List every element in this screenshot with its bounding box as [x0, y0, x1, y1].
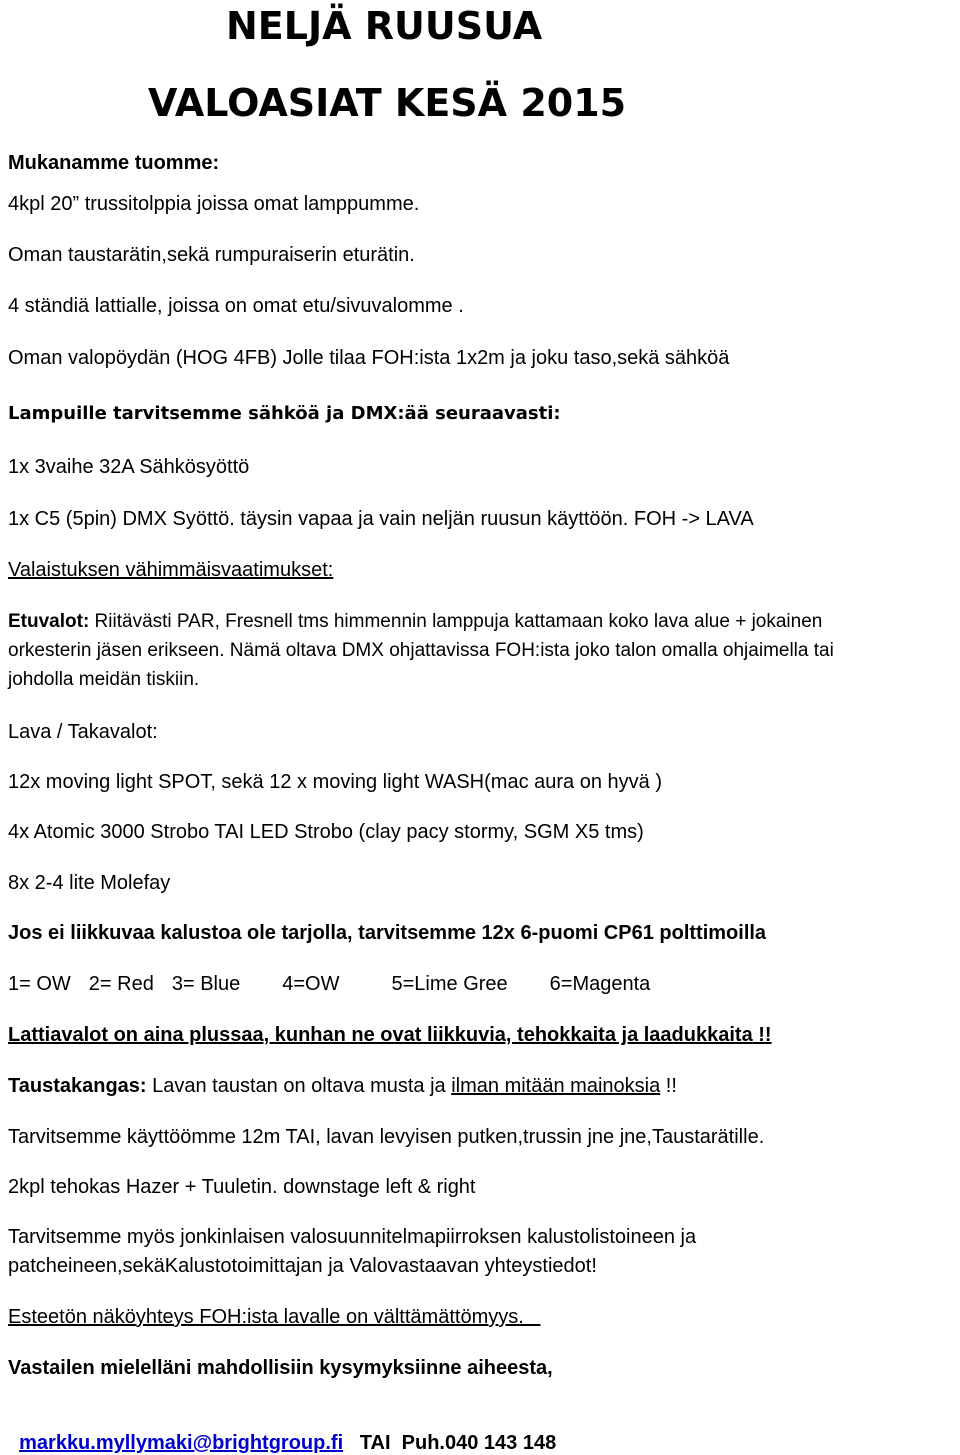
color-5: 5=Lime Gree — [391, 973, 508, 995]
floor-lights-text: Lattiavalot on aina plussaa, kunhan ne ovat liikkuvia, tehokkaita ja laadukkaita — [8, 1024, 753, 1046]
stage-item-1: 12x moving light SPOT, sekä 12 x moving light WASH(mac aura on hyvä ) — [8, 771, 662, 793]
color-2: 2= Red — [88, 973, 154, 995]
front-lights-text-1: Riitävästi PAR, Fresnell tms himmennin lamppuja kattamaan koko lava alue + jokainen — [89, 611, 823, 632]
bring-heading: Mukanamme tuomme: — [8, 152, 220, 174]
extra-line-1: Tarvitsemme käyttöömme 12m TAI, lavan levyisen putken,trussin jne jne,Taustarätille. — [8, 1126, 765, 1148]
backdrop-label: Taustakangas: — [8, 1075, 147, 1097]
extra-line-3: Tarvitsemme myös jonkinlaisen valosuunnitelmapiirroksen kalustolistoineen ja — [8, 1226, 697, 1248]
foh-sightline-note: Esteetön näköyhteys FOH:ista lavalle on välttämättömyys. — [8, 1306, 541, 1328]
front-lights-line-3: johdolla meidän tiskiin. — [8, 669, 200, 690]
title-line-2: VALOASIAT KESÄ 2015 — [148, 81, 627, 125]
extra-line-2: 2kpl tehokas Hazer + Tuuletin. downstage left & right — [8, 1176, 476, 1198]
phone-text: TAI Puh.040 143 148 — [343, 1432, 557, 1454]
backdrop-text: Lavan taustan on oltava musta ja — [146, 1075, 452, 1097]
bring-item-4: Oman valopöydän (HOG 4FB) Jolle tilaa FOH:ista 1x2m ja joku taso,sekä sähköä — [8, 347, 730, 369]
power-item-2: 1x C5 (5pin) DMX Syöttö. täysin vapaa ja vain neljän ruusun käyttöön. FOH -> LAVA — [8, 508, 754, 530]
floor-lights-excl: !! — [752, 1024, 772, 1046]
backdrop-end: !! — [660, 1075, 677, 1097]
power-item-1: 1x 3vaihe 32A Sähkösyöttö — [8, 456, 250, 478]
front-lights-line-1 — [8, 610, 822, 634]
extra-line-4: patcheineen,sekäKalustotoimittajan ja Valovastaavan yhteystiedot! — [8, 1255, 597, 1277]
fallback-line: Jos ei liikkuvaa kalustoa ole tarjolla, tarvitsemme 12x 6-puomi CP61 polttimoilla — [8, 922, 767, 944]
requirements-heading: Valaistuksen vähimmäisvaatimukset: — [8, 559, 334, 581]
bring-item-3: 4 ständiä lattialle, joissa on omat etu/sivuvalomme . — [8, 295, 464, 317]
power-heading: Lampuille tarvitsemme sähköä ja DMX:ää seuraavasti: — [8, 403, 561, 424]
front-lights-line-2: orkesterin jäsen erikseen. Nämä oltava DMX ohjattavissa FOH:ista joko talon omalla ohjaimella tai — [8, 640, 834, 661]
front-lights-label: Etuvalot: — [8, 611, 90, 632]
title-line-1: NELJÄ RUUSUA — [226, 4, 543, 48]
color-1: 1= OW — [8, 973, 71, 995]
contact-line — [8, 1407, 556, 1455]
color-6: 6=Magenta — [549, 973, 651, 995]
stage-heading: Lava / Takavalot: — [8, 721, 158, 743]
closing-line: Vastailen mielelläni mahdollisiin kysymyksiinne aiheesta, — [8, 1357, 553, 1379]
color-3: 3= Blue — [171, 973, 241, 995]
bring-item-2: Oman taustarätin,sekä rumpuraiserin eturätin. — [8, 244, 415, 266]
color-4: 4=OW — [282, 973, 340, 995]
stage-item-3: 8x 2-4 lite Molefay — [8, 872, 171, 894]
backdrop-line — [8, 1074, 677, 1098]
floor-lights-note — [8, 1023, 772, 1047]
bring-item-1: 4kpl 20” trussitolppia joissa omat lamppumme. — [8, 193, 420, 215]
color-list — [8, 972, 650, 996]
email-link[interactable]: markku.myllymaki@brightgroup.fi — [19, 1432, 344, 1454]
backdrop-no-ads: ilman mitään mainoksia — [451, 1075, 661, 1097]
stage-item-2: 4x Atomic 3000 Strobo TAI LED Strobo (clay pacy stormy, SGM X5 tms) — [8, 821, 644, 843]
